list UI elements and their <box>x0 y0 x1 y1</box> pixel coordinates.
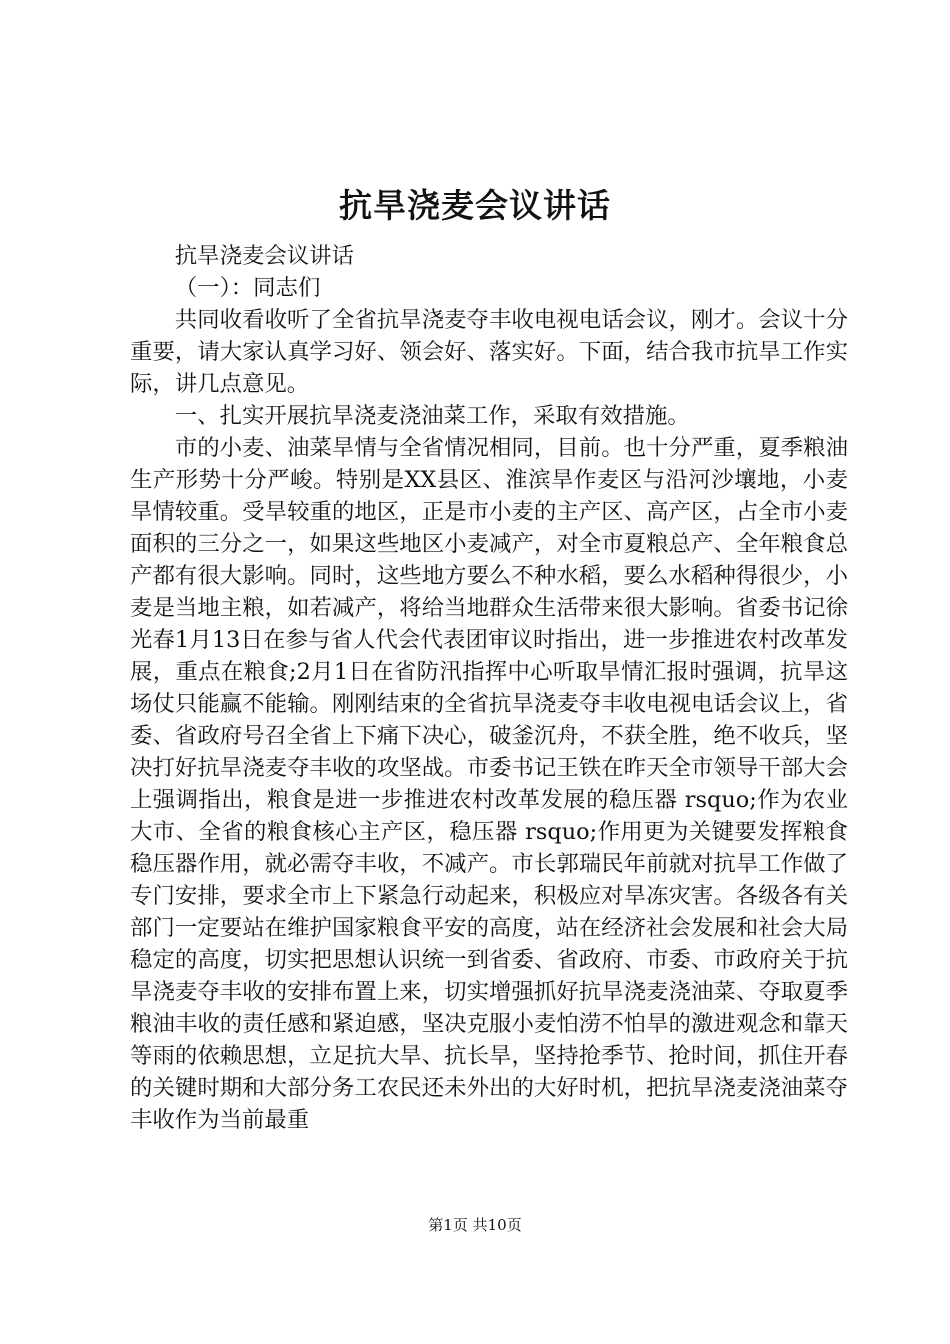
page-footer: 第1页 共10页 <box>428 1216 522 1234</box>
subtitle-paragraph: 抗旱浇麦会议讲话 <box>174 243 354 269</box>
section-heading: （一）：同志们 <box>174 275 321 301</box>
document-body <box>130 240 848 1136</box>
body-paragraph: 共同收看收听了全省抗旱浇麦夺丰收电视电话会议，刚才。会议十分重要，请大家认真学习好、领会好、落实好。下面，结合我市抗旱工作实际，讲几点意见。 <box>130 307 848 397</box>
body-paragraph: 市的小麦、油菜旱情与全省情况相同，目前。也十分严重，夏季粮油生产形势十分严峻。特别是XX县区、淮滨旱作麦区与沿河沙壤地，小麦旱情较重。受旱较重的地区，正是市小麦的主产区、高产区，占全市小麦面积的三分之一，如果这些地区小麦减产，对全市夏粮总产、全年粮食总产都有很大影响。同时，这些地方要么不种水稻，要么水稻种得很少，小麦是当地主粮，如若减产，将给当地群众生活带来很大影响。省委书记徐光春1月13日在参与省人代会代表团审议时指出，进一步推进农村改革发展，重点在粮食;2月1日在省防汛指挥中心听取旱情汇报时强调，抗旱这场仗只能赢不能输。刚刚结束的全省抗旱浇麦夺丰收电视电话会议上，省委、省政府号召全省上下痛下决心，破釜沉舟，不获全胜，绝不收兵，坚决打好抗旱浇麦夺丰收的攻坚战。市委书记王铁在昨天全市领导干部大会上强调指出，粮食是进一步推进农村改革发展的稳压器 rsquo;作为农业大市、全省的粮食核心主产区，稳压器 rsquo;作用更为关键要发挥粮食稳压器作用，就必需夺丰收，不减产。市长郭瑞民年前就对抗旱工作做了专门安排，要求全市上下紧急行动起来，积极应对旱冻灾害。各级各有关部门一定要站在维护国家粮食平安的高度，站在经济社会发展和社会大局稳定的高度，切实把思想认识统一到省委、省政府、市委、市政府关于抗旱浇麦夺丰收的安排布置上来，切实增强抓好抗旱浇麦浇油菜、夺取夏季粮油丰收的责任感和紧迫感，坚决克服小麦怕涝不怕旱的激进观念和靠天等雨的依赖思想，立足抗大旱、抗长旱，坚持抢季节、抢时间，抓住开春的关键时期和大部分务工农民还未外出的大好时机，把抗旱浇麦浇油菜夺丰收作为当前最重 <box>130 435 848 1133</box>
document-title: 抗旱浇麦会议讲话 <box>339 186 611 225</box>
section-heading: 一、扎实开展抗旱浇麦浇油菜工作，采取有效措施。 <box>174 403 690 429</box>
